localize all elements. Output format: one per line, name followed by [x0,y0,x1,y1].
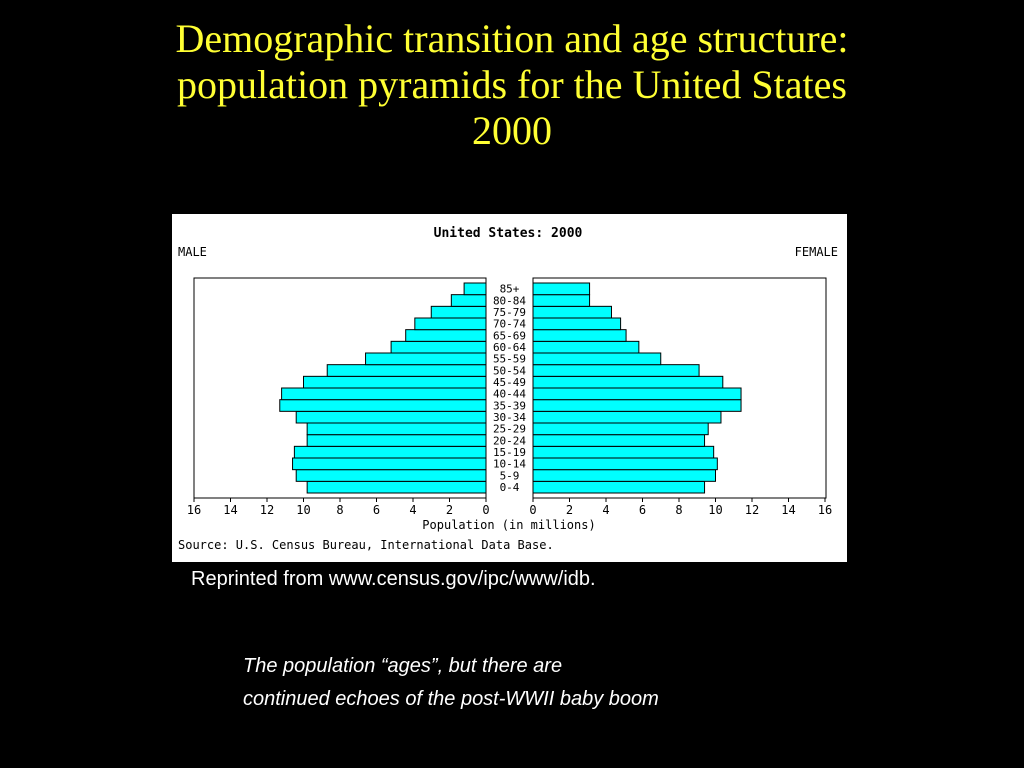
female-bars [533,283,741,493]
male-bar [391,341,486,353]
age-group-label: 0-4 [499,481,520,494]
female-bar [533,365,699,377]
male-tick-label: 2 [445,503,454,517]
age-group-label: 70-74 [492,317,527,331]
male-bar [451,295,486,307]
female-label: FEMALE [794,245,838,259]
population-pyramid-chart [172,214,847,562]
male-bar [327,365,486,377]
male-axis [187,498,490,517]
female-bar [533,353,661,365]
female-bar [533,330,626,342]
female-bar [533,435,705,447]
male-bar [296,470,486,482]
age-group-label: 30-34 [492,411,527,424]
male-tick-label: 10 [296,503,311,517]
age-group-label: 50-54 [492,364,527,378]
female-bar [533,341,639,353]
age-group-label: 40-44 [492,387,527,401]
female-tick-label: 10 [708,503,723,517]
male-bar [294,446,486,458]
female-tick-label: 12 [744,503,760,517]
male-bars [280,283,486,493]
title-line-3: 2000 [472,108,552,153]
male-bar [282,388,486,400]
female-bar [533,470,716,482]
female-bar [533,388,741,400]
male-tick-label: 0 [482,503,490,517]
x-axis-label: Population (in millions) [422,518,596,532]
age-group-label: 25-29 [492,422,527,436]
note-line-1: The population “ages”, but there are [243,655,563,677]
age-group-label: 60-64 [492,341,527,354]
female-tick-label: 8 [675,503,683,517]
female-tick-label: 4 [602,503,610,517]
female-tick-label: 6 [638,503,647,517]
age-group-label: 35-39 [492,399,527,413]
male-tick-label: 14 [223,503,238,517]
title-line-1: Demographic transition and age structure: [175,16,849,61]
source-note: Source: U.S. Census Bureau, International Data Base. [178,538,554,552]
male-bar [366,353,486,365]
female-axis [529,498,832,517]
slide-title [40,16,984,154]
male-bar [280,400,486,412]
title-line-2: population pyramids for the United States [177,62,847,107]
age-group-label: 55-59 [492,352,527,366]
male-bar [415,318,486,330]
chart-title: United States: 2000 [433,226,583,241]
female-bar [533,481,705,493]
male-bar [293,458,486,470]
age-group-label: 15-19 [492,446,527,459]
female-bar [533,400,741,412]
age-group-label: 80-84 [492,294,527,308]
female-bar [533,376,723,388]
female-bar [533,458,717,470]
female-bar [533,318,621,330]
male-tick-label: 16 [186,503,202,517]
age-group-label: 85+ [499,282,520,296]
age-group-label: 65-69 [492,329,527,343]
note-line-2: continued echoes of the post-WWII baby boom [243,688,659,710]
male-bar [406,330,486,342]
population-pyramid-svg [172,214,847,562]
age-group-label: 75-79 [492,306,527,319]
male-bar [304,376,487,388]
male-tick-label: 12 [259,503,275,517]
reprint-caption: Reprinted from www.census.gov/ipc/www/idb. [191,568,596,590]
female-tick-label: 2 [565,503,574,517]
male-bar [307,435,486,447]
female-bar [533,283,590,295]
age-group-label: 45-49 [492,376,527,389]
female-tick-label: 0 [529,503,537,517]
male-tick-label: 8 [336,503,344,517]
age-group-label: 5-9 [499,469,520,483]
female-bar [533,423,708,435]
female-bar [533,411,721,423]
male-label: MALE [178,245,207,259]
male-bar [307,423,486,435]
male-bar [431,306,486,318]
male-bar [464,283,486,295]
female-bar [533,446,714,458]
male-tick-label: 6 [372,503,381,517]
age-labels [493,283,526,494]
male-tick-label: 4 [409,503,417,517]
male-bar [296,411,486,423]
baby-boom-note [243,650,659,716]
age-group-label: 20-24 [492,434,527,448]
female-bar [533,295,590,307]
female-tick-label: 14 [781,503,796,517]
female-bar [533,306,611,318]
female-tick-label: 16 [817,503,833,517]
age-group-label: 10-14 [492,457,527,471]
male-bar [307,481,486,493]
